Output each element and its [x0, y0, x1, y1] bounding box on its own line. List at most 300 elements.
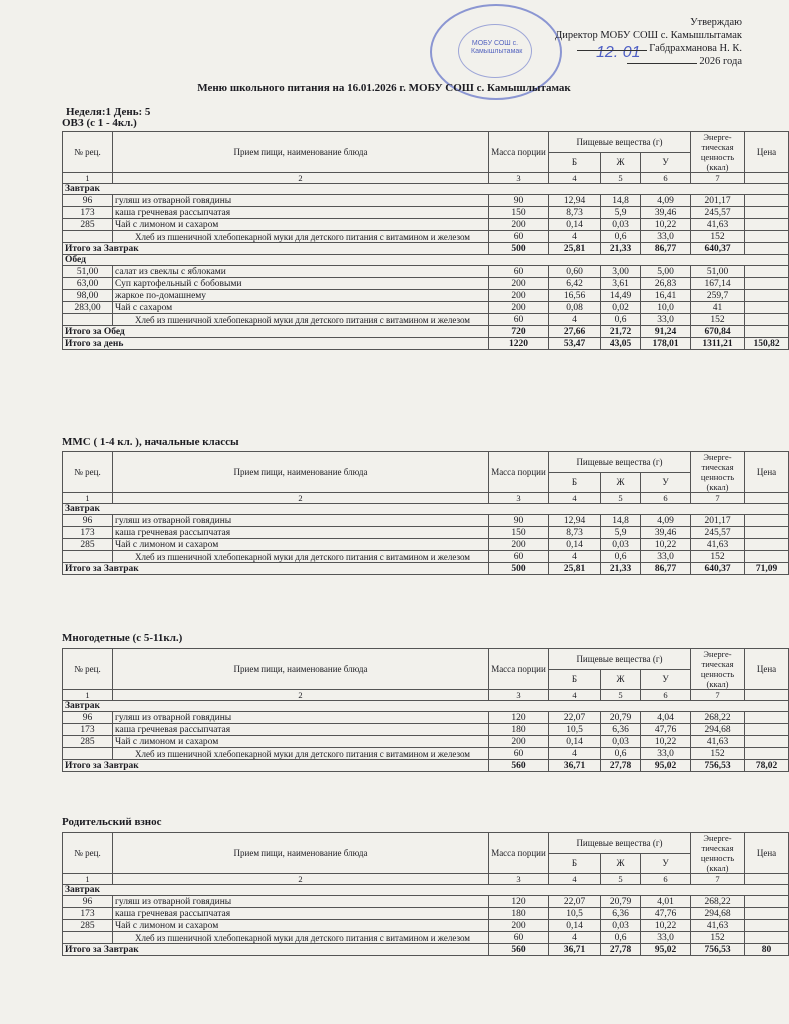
dish-kcal: 41,63 — [691, 539, 745, 551]
dish-price — [745, 314, 789, 326]
dish-carbs: 39,46 — [641, 207, 691, 219]
dish-name: Суп картофельный с бобовыми — [113, 278, 489, 290]
dish-name: жаркое по-домашнему — [113, 290, 489, 302]
dish-price — [745, 219, 789, 231]
dish-name: Чай с лимоном и сахаром — [113, 736, 489, 748]
dish-mass: 200 — [489, 920, 549, 932]
dish-fat: 0,6 — [601, 314, 641, 326]
header-protein: Б — [549, 853, 601, 874]
header-carbs: У — [641, 152, 691, 173]
dish-fat: 0,03 — [601, 920, 641, 932]
meal-row — [63, 504, 789, 515]
dish-mass: 180 — [489, 908, 549, 920]
dish-kcal: 201,17 — [691, 195, 745, 207]
dish-carbs: 39,46 — [641, 527, 691, 539]
dish-recipe-num: 63,00 — [63, 278, 113, 290]
signature-line — [577, 50, 647, 51]
dish-carbs: 4,09 — [641, 195, 691, 207]
header-mass: Масса порции — [489, 132, 549, 173]
dish-row — [63, 920, 789, 932]
dish-row — [63, 231, 789, 243]
dish-name: Хлеб из пшеничной хлебопекарной муки для детского питания с витамином и железом — [113, 748, 489, 760]
column-number: 5 — [601, 493, 641, 504]
dish-recipe-num: 285 — [63, 920, 113, 932]
header-nutrients: Пищевые вещества (г) — [549, 649, 691, 670]
dish-carbs: 4,04 — [641, 712, 691, 724]
dish-fat: 5,9 — [601, 527, 641, 539]
header-energy: Энерге-тическая ценность (ккал) — [691, 132, 745, 173]
section-title: ММС ( 1-4 кл. ), начальные классы — [62, 436, 239, 448]
dish-protein: 0,14 — [549, 736, 601, 748]
meal-total-row — [63, 944, 789, 956]
column-number: 5 — [601, 690, 641, 701]
dish-row — [63, 896, 789, 908]
total-fat: 27,78 — [601, 944, 641, 956]
header-protein: Б — [549, 472, 601, 493]
dish-row — [63, 515, 789, 527]
dish-row — [63, 195, 789, 207]
dish-recipe-num: 173 — [63, 527, 113, 539]
dish-fat: 5,9 — [601, 207, 641, 219]
dish-name: каша гречневая рассыпчатая — [113, 724, 489, 736]
total-fat: 21,33 — [601, 243, 641, 255]
stamp-label: МОБУ СОШ с. Камышлытамак — [471, 40, 523, 55]
dish-mass: 200 — [489, 290, 549, 302]
column-number: 4 — [549, 874, 601, 885]
dish-kcal: 167,14 — [691, 278, 745, 290]
total-carbs: 86,77 — [641, 243, 691, 255]
dish-mass: 120 — [489, 896, 549, 908]
dish-protein: 0,14 — [549, 920, 601, 932]
page-title: Меню школьного питания на 16.01.2026 г. МОБУ СОШ с. Камышлытамак — [197, 82, 571, 94]
dish-price — [745, 290, 789, 302]
header-nutrients: Пищевые вещества (г) — [549, 132, 691, 153]
dish-price — [745, 712, 789, 724]
dish-recipe-num: 96 — [63, 712, 113, 724]
header-recipe-num: № рец. — [63, 452, 113, 493]
dish-protein: 4 — [549, 748, 601, 760]
meal-name: Завтрак — [63, 885, 789, 896]
dish-carbs: 10,22 — [641, 736, 691, 748]
day-total-kcal: 1311,21 — [691, 338, 745, 350]
approval-year: 2026 года — [699, 56, 742, 67]
dish-recipe-num — [63, 314, 113, 326]
dish-carbs: 47,76 — [641, 724, 691, 736]
dish-mass: 60 — [489, 551, 549, 563]
total-price — [745, 243, 789, 255]
dish-kcal: 201,17 — [691, 515, 745, 527]
dish-fat: 14,8 — [601, 195, 641, 207]
dish-price — [745, 896, 789, 908]
dish-price — [745, 302, 789, 314]
dish-carbs: 33,0 — [641, 231, 691, 243]
dish-carbs: 33,0 — [641, 748, 691, 760]
dish-protein: 22,07 — [549, 712, 601, 724]
dish-protein: 0,14 — [549, 539, 601, 551]
dish-row — [63, 539, 789, 551]
column-number: 3 — [489, 493, 549, 504]
dish-protein: 4 — [549, 551, 601, 563]
dish-recipe-num — [63, 551, 113, 563]
header-nutrients: Пищевые вещества (г) — [549, 833, 691, 854]
dish-kcal: 41,63 — [691, 736, 745, 748]
dish-fat: 0,6 — [601, 932, 641, 944]
meal-total-row — [63, 760, 789, 772]
column-number: 7 — [691, 493, 745, 504]
week-day-label: Неделя:1 День: 5 — [66, 106, 151, 118]
dish-fat: 14,49 — [601, 290, 641, 302]
column-number-empty — [745, 690, 789, 701]
dish-kcal: 152 — [691, 314, 745, 326]
dish-name: Чай с лимоном и сахаром — [113, 920, 489, 932]
dish-protein: 0,08 — [549, 302, 601, 314]
dish-fat: 0,03 — [601, 219, 641, 231]
dish-recipe-num: 285 — [63, 539, 113, 551]
approval-line-2: Директор МОБУ СОШ с. Камышлытамак — [555, 30, 742, 41]
header-recipe-num: № рец. — [63, 833, 113, 874]
dish-price — [745, 195, 789, 207]
column-number: 6 — [641, 493, 691, 504]
section-title: ОВЗ (с 1 - 4кл.) — [62, 117, 137, 129]
dish-protein: 12,94 — [549, 195, 601, 207]
dish-row — [63, 302, 789, 314]
dish-carbs: 33,0 — [641, 314, 691, 326]
day-total-mass: 1220 — [489, 338, 549, 350]
dish-mass: 200 — [489, 219, 549, 231]
dish-recipe-num: 283,00 — [63, 302, 113, 314]
dish-fat: 3,00 — [601, 266, 641, 278]
total-price: 80 — [745, 944, 789, 956]
total-mass: 500 — [489, 563, 549, 575]
dish-recipe-num: 285 — [63, 736, 113, 748]
dish-price — [745, 748, 789, 760]
header-dish-name: Прием пищи, наименование блюда — [113, 833, 489, 874]
column-number: 7 — [691, 690, 745, 701]
total-protein: 36,71 — [549, 760, 601, 772]
header-carbs: У — [641, 853, 691, 874]
dish-carbs: 33,0 — [641, 932, 691, 944]
dish-kcal: 152 — [691, 748, 745, 760]
column-number-empty — [745, 173, 789, 184]
total-carbs: 91,24 — [641, 326, 691, 338]
meal-row — [63, 885, 789, 896]
dish-fat: 0,02 — [601, 302, 641, 314]
total-protein: 25,81 — [549, 243, 601, 255]
day-total-label: Итого за день — [63, 338, 489, 350]
dish-row — [63, 314, 789, 326]
approval-line-3 — [555, 42, 742, 55]
total-carbs: 86,77 — [641, 563, 691, 575]
dish-mass: 60 — [489, 314, 549, 326]
handwritten-date: 12. 01 — [596, 44, 641, 61]
dish-carbs: 10,22 — [641, 920, 691, 932]
dish-name: Хлеб из пшеничной хлебопекарной муки для детского питания с витамином и железом — [113, 314, 489, 326]
dish-name: гуляш из отварной говядины — [113, 896, 489, 908]
meal-total-row — [63, 563, 789, 575]
dish-carbs: 16,41 — [641, 290, 691, 302]
dish-kcal: 268,22 — [691, 896, 745, 908]
dish-mass: 60 — [489, 266, 549, 278]
dish-name: салат из свеклы с яблоками — [113, 266, 489, 278]
dish-row — [63, 724, 789, 736]
dish-fat: 6,36 — [601, 724, 641, 736]
day-total-protein: 53,47 — [549, 338, 601, 350]
header-row — [63, 833, 789, 854]
header-dish-name: Прием пищи, наименование блюда — [113, 649, 489, 690]
header-dish-name: Прием пищи, наименование блюда — [113, 452, 489, 493]
dish-name: каша гречневая рассыпчатая — [113, 207, 489, 219]
dish-price — [745, 278, 789, 290]
dish-price — [745, 539, 789, 551]
dish-recipe-num: 96 — [63, 195, 113, 207]
total-label: Итого за Обед — [63, 326, 489, 338]
dish-protein: 8,73 — [549, 207, 601, 219]
dish-recipe-num: 96 — [63, 515, 113, 527]
header-fat: Ж — [601, 669, 641, 690]
total-label: Итого за Завтрак — [63, 563, 489, 575]
dish-row — [63, 712, 789, 724]
dish-protein: 22,07 — [549, 896, 601, 908]
dish-recipe-num: 173 — [63, 724, 113, 736]
dish-fat: 14,8 — [601, 515, 641, 527]
day-total-price: 150,82 — [745, 338, 789, 350]
dish-protein: 10,5 — [549, 908, 601, 920]
dish-name: Чай с лимоном и сахаром — [113, 539, 489, 551]
dish-carbs: 5,00 — [641, 266, 691, 278]
dish-mass: 200 — [489, 302, 549, 314]
meal-total-row — [63, 326, 789, 338]
dish-mass: 60 — [489, 932, 549, 944]
total-kcal: 756,53 — [691, 760, 745, 772]
dish-fat: 0,6 — [601, 551, 641, 563]
approval-line-1: Утверждаю — [690, 17, 742, 28]
dish-price — [745, 932, 789, 944]
dish-kcal: 245,57 — [691, 207, 745, 219]
dish-kcal: 268,22 — [691, 712, 745, 724]
column-number: 5 — [601, 874, 641, 885]
column-number: 3 — [489, 173, 549, 184]
total-price: 78,02 — [745, 760, 789, 772]
dish-recipe-num — [63, 231, 113, 243]
header-price: Цена — [745, 132, 789, 173]
dish-kcal: 41,63 — [691, 219, 745, 231]
header-row — [63, 132, 789, 153]
total-mass: 720 — [489, 326, 549, 338]
dish-kcal: 152 — [691, 551, 745, 563]
menu-table — [62, 832, 789, 956]
total-carbs: 95,02 — [641, 760, 691, 772]
approval-block — [555, 16, 742, 68]
date-line — [627, 63, 697, 64]
total-protein: 27,66 — [549, 326, 601, 338]
menu-table — [62, 451, 789, 575]
dish-mass: 180 — [489, 724, 549, 736]
dish-kcal: 152 — [691, 932, 745, 944]
dish-name: Хлеб из пшеничной хлебопекарной муки для детского питания с витамином и железом — [113, 932, 489, 944]
header-recipe-num: № рец. — [63, 132, 113, 173]
dish-price — [745, 207, 789, 219]
column-number: 1 — [63, 874, 113, 885]
dish-kcal: 51,00 — [691, 266, 745, 278]
dish-carbs: 10,0 — [641, 302, 691, 314]
header-mass: Масса порции — [489, 833, 549, 874]
header-mass: Масса порции — [489, 452, 549, 493]
dish-fat: 0,6 — [601, 748, 641, 760]
dish-name: гуляш из отварной говядины — [113, 712, 489, 724]
dish-fat: 0,6 — [601, 231, 641, 243]
dish-row — [63, 736, 789, 748]
dish-fat: 0,03 — [601, 539, 641, 551]
header-row — [63, 452, 789, 473]
dish-kcal: 41,63 — [691, 920, 745, 932]
dish-price — [745, 551, 789, 563]
dish-recipe-num: 173 — [63, 908, 113, 920]
header-price: Цена — [745, 649, 789, 690]
dish-mass: 200 — [489, 278, 549, 290]
column-number-row — [63, 493, 789, 504]
dish-fat: 20,79 — [601, 896, 641, 908]
dish-fat: 20,79 — [601, 712, 641, 724]
dish-mass: 90 — [489, 195, 549, 207]
dish-name: Хлеб из пшеничной хлебопекарной муки для детского питания с витамином и железом — [113, 231, 489, 243]
dish-row — [63, 932, 789, 944]
total-carbs: 95,02 — [641, 944, 691, 956]
section-title: Родительский взнос — [62, 816, 162, 828]
total-mass: 500 — [489, 243, 549, 255]
dish-carbs: 26,83 — [641, 278, 691, 290]
column-number-empty — [745, 874, 789, 885]
total-label: Итого за Завтрак — [63, 243, 489, 255]
dish-name: гуляш из отварной говядины — [113, 515, 489, 527]
total-protein: 25,81 — [549, 563, 601, 575]
meal-name: Завтрак — [63, 184, 789, 195]
dish-row — [63, 219, 789, 231]
header-energy: Энерге-тическая ценность (ккал) — [691, 649, 745, 690]
column-number: 5 — [601, 173, 641, 184]
dish-recipe-num — [63, 932, 113, 944]
dish-mass: 60 — [489, 231, 549, 243]
dish-name: каша гречневая рассыпчатая — [113, 908, 489, 920]
header-price: Цена — [745, 452, 789, 493]
total-mass: 560 — [489, 944, 549, 956]
dish-kcal: 41 — [691, 302, 745, 314]
dish-protein: 6,42 — [549, 278, 601, 290]
dish-mass: 90 — [489, 515, 549, 527]
dish-mass: 200 — [489, 539, 549, 551]
dish-name: Хлеб из пшеничной хлебопекарной муки для детского питания с витамином и железом — [113, 551, 489, 563]
dish-row — [63, 527, 789, 539]
dish-price — [745, 724, 789, 736]
dish-fat: 6,36 — [601, 908, 641, 920]
dish-protein: 16,56 — [549, 290, 601, 302]
header-protein: Б — [549, 669, 601, 690]
header-mass: Масса порции — [489, 649, 549, 690]
column-number: 4 — [549, 493, 601, 504]
column-number: 7 — [691, 874, 745, 885]
column-number-row — [63, 690, 789, 701]
dish-kcal: 152 — [691, 231, 745, 243]
dish-recipe-num: 173 — [63, 207, 113, 219]
column-number: 3 — [489, 690, 549, 701]
dish-recipe-num — [63, 748, 113, 760]
total-fat: 27,78 — [601, 760, 641, 772]
header-carbs: У — [641, 472, 691, 493]
dish-protein: 4 — [549, 932, 601, 944]
dish-mass: 120 — [489, 712, 549, 724]
column-number-empty — [745, 493, 789, 504]
column-number: 1 — [63, 493, 113, 504]
dish-protein: 0,60 — [549, 266, 601, 278]
dish-row — [63, 290, 789, 302]
dish-protein: 4 — [549, 314, 601, 326]
column-number: 2 — [113, 493, 489, 504]
dish-name: каша гречневая рассыпчатая — [113, 527, 489, 539]
director-name: Габдрахманова Н. К. — [649, 43, 742, 54]
approval-line-4 — [555, 55, 742, 68]
dish-recipe-num: 98,00 — [63, 290, 113, 302]
dish-protein: 4 — [549, 231, 601, 243]
dish-carbs: 47,76 — [641, 908, 691, 920]
header-energy: Энерге-тическая ценность (ккал) — [691, 452, 745, 493]
day-total-row — [63, 338, 789, 350]
dish-row — [63, 908, 789, 920]
meal-name: Завтрак — [63, 701, 789, 712]
column-number: 4 — [549, 690, 601, 701]
dish-carbs: 4,09 — [641, 515, 691, 527]
header-fat: Ж — [601, 853, 641, 874]
total-label: Итого за Завтрак — [63, 760, 489, 772]
column-number: 6 — [641, 173, 691, 184]
total-mass: 560 — [489, 760, 549, 772]
header-carbs: У — [641, 669, 691, 690]
dish-recipe-num: 96 — [63, 896, 113, 908]
header-nutrients: Пищевые вещества (г) — [549, 452, 691, 473]
dish-protein: 10,5 — [549, 724, 601, 736]
dish-protein: 0,14 — [549, 219, 601, 231]
total-label: Итого за Завтрак — [63, 944, 489, 956]
dish-fat: 0,03 — [601, 736, 641, 748]
column-number: 1 — [63, 173, 113, 184]
dish-row — [63, 551, 789, 563]
header-dish-name: Прием пищи, наименование блюда — [113, 132, 489, 173]
total-price: 71,09 — [745, 563, 789, 575]
day-total-carbs: 178,01 — [641, 338, 691, 350]
dish-price — [745, 736, 789, 748]
dish-mass: 60 — [489, 748, 549, 760]
dish-row — [63, 266, 789, 278]
dish-price — [745, 231, 789, 243]
meal-row — [63, 701, 789, 712]
header-energy: Энерге-тическая ценность (ккал) — [691, 833, 745, 874]
header-row — [63, 649, 789, 670]
dish-name: Чай с лимоном и сахаром — [113, 219, 489, 231]
dish-kcal: 259,7 — [691, 290, 745, 302]
dish-kcal: 294,68 — [691, 724, 745, 736]
day-total-fat: 43,05 — [601, 338, 641, 350]
column-number: 6 — [641, 874, 691, 885]
meal-name: Завтрак — [63, 504, 789, 515]
column-number: 6 — [641, 690, 691, 701]
dish-price — [745, 920, 789, 932]
header-price: Цена — [745, 833, 789, 874]
section-title: Многодетные (с 5-11кл.) — [62, 632, 183, 644]
dish-recipe-num: 285 — [63, 219, 113, 231]
dish-kcal: 294,68 — [691, 908, 745, 920]
column-number-row — [63, 874, 789, 885]
meal-row — [63, 184, 789, 195]
column-number: 2 — [113, 173, 489, 184]
dish-price — [745, 515, 789, 527]
